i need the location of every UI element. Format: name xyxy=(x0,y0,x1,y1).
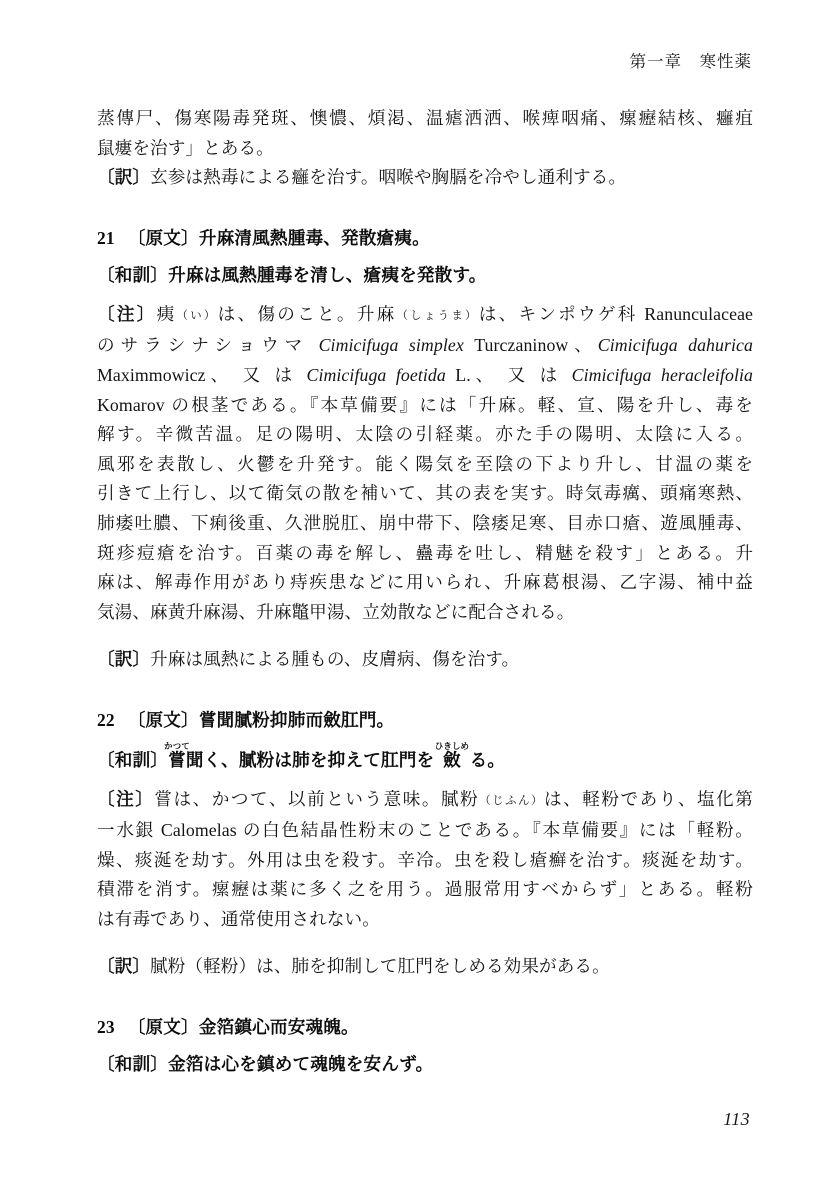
section-22-original-line xyxy=(97,705,753,735)
label-yaku: 〔訳〕 xyxy=(97,167,151,188)
section-21-note-line-6: 風邪を表散し、火鬱を升発す。能く陽気を至陰の下より升し、甘温の薬を xyxy=(97,453,753,474)
label-yaku-22: 〔訳〕 xyxy=(97,956,151,977)
carryover-translation-line xyxy=(97,163,753,193)
carryover-paragraph xyxy=(97,104,753,193)
section-22-note-line-4: 積滞を消す。瘰癧は薬に多く之を用う。過服常用すべからず」とある。軽粉 xyxy=(97,879,753,900)
section-21-original-line xyxy=(97,223,753,253)
section-23-original-line xyxy=(97,1012,753,1042)
section-22-translation-text: 膩粉（軽粉）は、肺を抑制して肛門をしめる効果がある。 xyxy=(150,956,610,977)
latin-ranunculaceae: Ranunculaceae xyxy=(644,303,754,324)
section-21-note-line-8: 肺痿吐膿、下痢後重、久泄脱肛、崩中帯下、陰痿足寒、目赤口瘡、遊風腫毒、 xyxy=(97,512,753,533)
section-21-translation-text: 升麻は風熱による腫もの、皮膚病、傷を治す。 xyxy=(150,648,520,669)
label-genbun-22: 〔原文〕 xyxy=(127,709,199,730)
label-genbun: 〔原文〕 xyxy=(127,227,199,248)
label-wakun: 〔和訓〕 xyxy=(97,264,169,285)
section-21-note-line-4: Komarov の根茎である。『本草備要』には「升麻。軽、宣、陽を升し、毒を xyxy=(97,394,753,415)
section-22-note-line-1: 〔注〕嘗は、かつて、以前という意味。膩粉（じふん）は、軽粉であり、塩化第 xyxy=(97,788,753,809)
ruby-katsute: 嘗かつて xyxy=(164,741,190,770)
section-22-note xyxy=(97,785,753,935)
section-22-kundoku-line: 〔和訓〕嘗かつて聞く、膩粉は肺を抑えて肛門を 斂ひきしめ る。 xyxy=(97,741,506,770)
section-22-note-line-5: は有毒であり、通常使用されない。 xyxy=(97,908,380,929)
latin-calomelas: Calomelas xyxy=(160,820,237,841)
section-21-kundoku-text: 升麻は風熱腫毒を清し、瘡痍を発散す。 xyxy=(168,264,487,285)
section-23-number: 23 xyxy=(97,1016,115,1037)
label-chu-22: 〔注〕 xyxy=(97,788,155,809)
section-23-kundoku-line xyxy=(97,1049,753,1080)
section-21-note xyxy=(97,300,753,628)
section-21-note-line-5: 解す。辛微苦温。足の陽明、太陰の引経薬。亦た手の陽明、太陰に入る。 xyxy=(97,424,753,445)
label-yaku-21: 〔訳〕 xyxy=(97,648,151,669)
section-22 xyxy=(97,705,753,982)
ruby-shouma: （しょうま） xyxy=(396,309,479,322)
ruby-jifun: （じふん） xyxy=(479,794,545,807)
section-21-note-line-1: 〔注〕痍（い）は、傷のこと。升麻（しょうま）は、キンポウゲ科 Ranunculaceae xyxy=(97,303,754,324)
ruby-hikishime: 斂ひきしめ xyxy=(434,741,470,770)
section-21-number: 21 xyxy=(97,227,115,248)
section-22-note-line-2: 一水銀 Calomelas の白色結晶性粉末のことである。『本草備要』には「軽粉。 xyxy=(97,820,753,841)
section-21-note-line-2: のサラシナショウマ Cimicifuga simplex Turczaninow、Cimicifuga dahurica xyxy=(97,335,753,356)
latin-cimicifuga-heracleifolia: Cimicifuga heracleifolia xyxy=(571,364,753,385)
section-21-translation xyxy=(97,645,753,675)
latin-cimicifuga-simplex: Cimicifuga simplex xyxy=(318,335,464,356)
latin-maximmowicz: Maximmowicz xyxy=(97,364,206,385)
section-22-note-line-3: 燥、痰涎を劫す。外用は虫を殺す。辛冷。虫を殺し瘡癬を治す。痰涎を劫す。 xyxy=(97,849,753,870)
page-number: 113 xyxy=(723,1109,750,1129)
section-23-kundoku-text: 金箔は心を鎮めて魂魄を安んず。 xyxy=(168,1053,434,1074)
latin-turczaninow: Turczaninow xyxy=(474,335,569,356)
section-21-translation-line xyxy=(97,645,753,675)
section-22-translation xyxy=(97,952,753,982)
label-wakun-22: 〔和訓〕 xyxy=(97,749,169,770)
page-content xyxy=(97,104,753,1080)
section-21-note-line-9: 斑疹痘瘡を治す。百薬の毒を解し、蠱毒を吐し、精魅を殺す」とある。升 xyxy=(97,542,753,563)
ruby-i: （い） xyxy=(176,309,218,322)
section-21-kundoku-line xyxy=(97,260,753,291)
latin-komarov: Komarov xyxy=(97,394,165,415)
section-21 xyxy=(97,223,753,675)
carryover-translation-text: 玄参は熱毒による癰を治す。咽喉や胸膈を冷やし通利する。 xyxy=(150,167,627,188)
latin-authority-l: L. xyxy=(455,364,471,385)
carryover-line-2: 鼠瘻を治す」とある。 xyxy=(97,137,274,158)
label-wakun-23: 〔和訓〕 xyxy=(97,1053,169,1074)
section-21-original-text: 升麻清風熱腫毒、発散瘡痍。 xyxy=(198,227,430,248)
section-21-note-line-3: Maximmowicz、 又 は Cimicifuga foetida L.、 又 は Cimicifuga heracleifolia xyxy=(97,364,753,385)
carryover-line-1: 蒸傳尸、傷寒陽毒発斑、懊憹、煩渇、温瘧洒洒、喉痺咽痛、瘰癧結核、癰疽 xyxy=(97,108,753,128)
section-21-note-line-10: 麻は、解毒作用があり痔疾患などに用いられ、升麻葛根湯、乙字湯、補中益 xyxy=(97,572,753,593)
section-23 xyxy=(97,1012,753,1080)
section-22-original-text: 嘗聞膩粉抑肺而斂肛門。 xyxy=(198,709,395,730)
latin-cimicifuga-foetida: Cimicifuga foetida xyxy=(306,364,446,385)
label-chu: 〔注〕 xyxy=(97,303,157,324)
label-genbun-23: 〔原文〕 xyxy=(127,1016,199,1037)
section-23-original-text: 金箔鎮心而安魂魄。 xyxy=(198,1016,359,1037)
section-21-note-line-7: 引きて上行し、以て衛気の散を補いて、其の表を実す。時気毒癘、頭痛寒熱、 xyxy=(97,483,753,504)
section-22-translation-line xyxy=(97,952,753,982)
latin-cimicifuga-dahurica: Cimicifuga dahurica xyxy=(597,335,753,356)
section-22-number: 22 xyxy=(97,709,115,730)
running-head: 第一章 寒性薬 xyxy=(629,52,752,71)
section-21-note-line-11: 気湯、麻黄升麻湯、升麻鼈甲湯、立効散などに配合される。 xyxy=(97,601,575,622)
